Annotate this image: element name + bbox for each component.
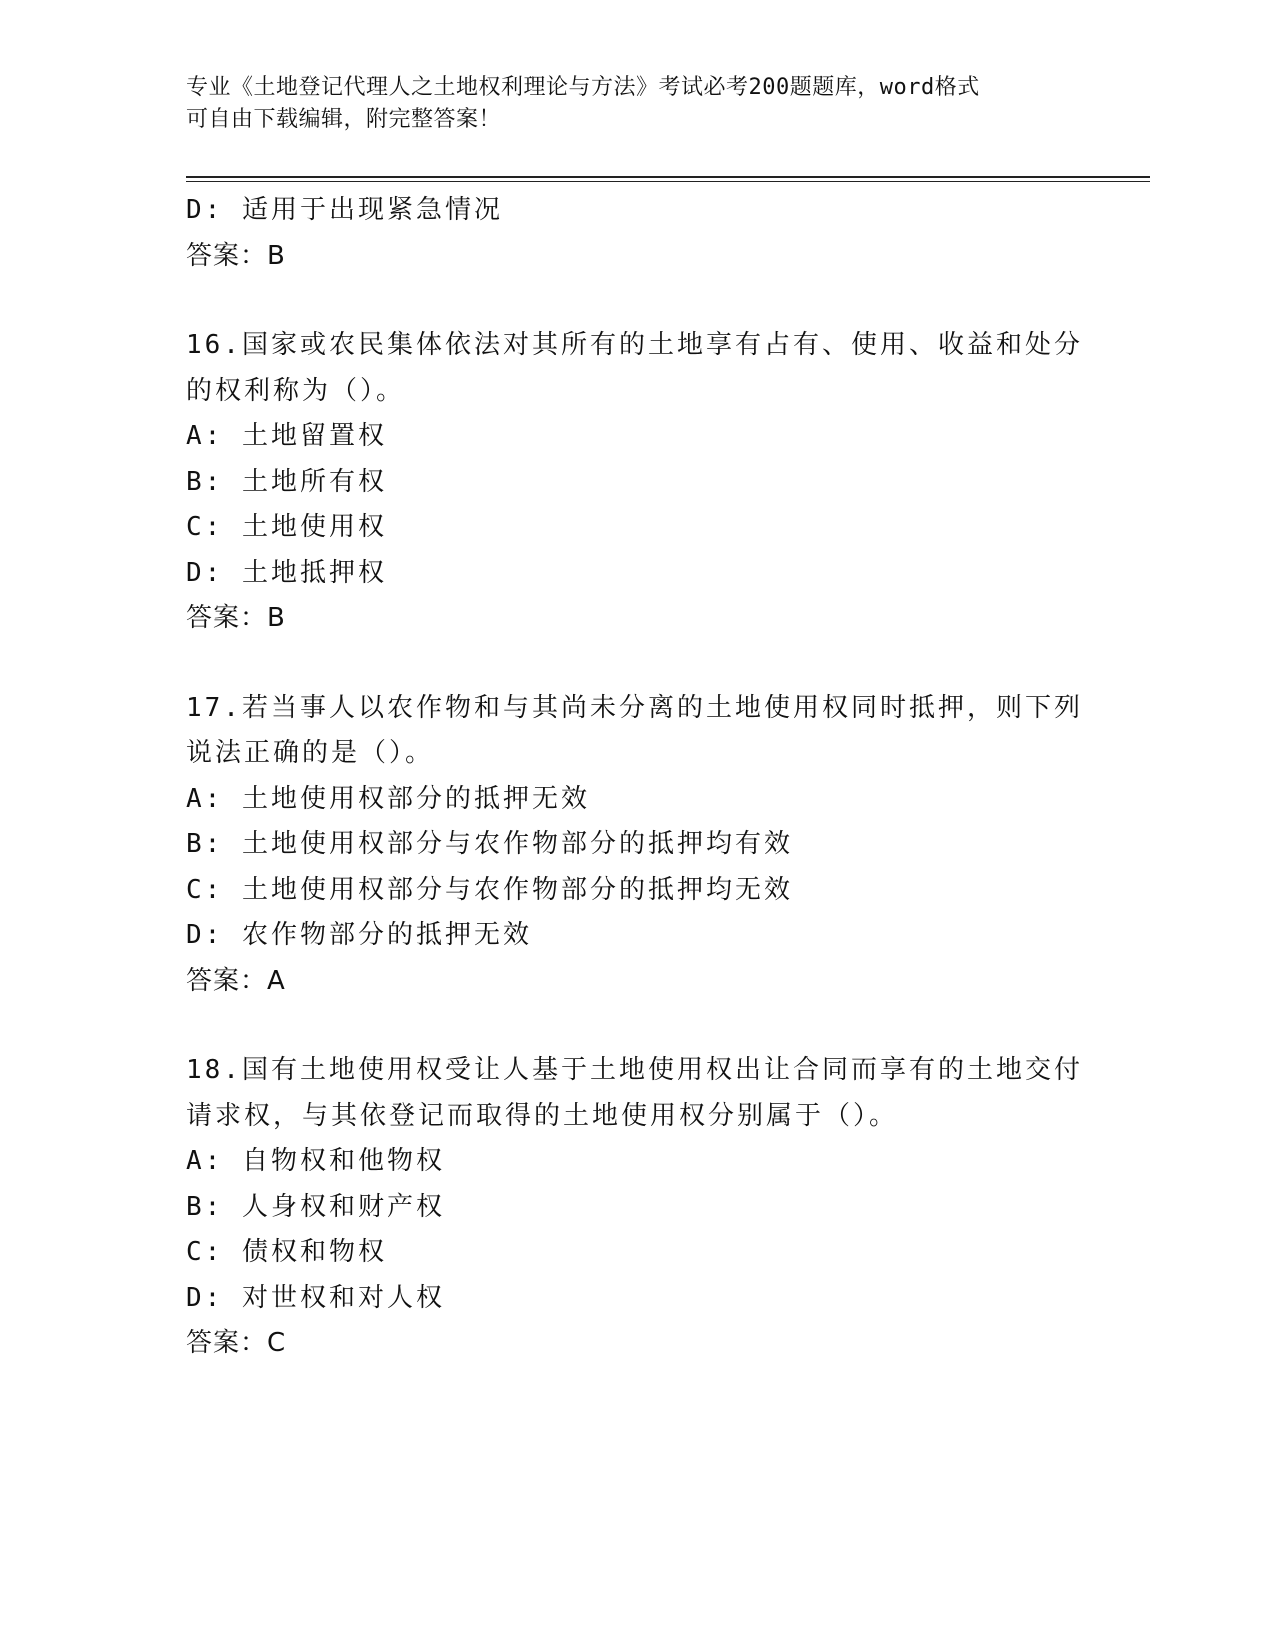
question-18-text-line-1: 18.国有土地使用权受让人基于土地使用权出让合同而享有的土地交付 bbox=[186, 1055, 1083, 1085]
spacer bbox=[186, 642, 1086, 686]
question-18-option-c: C: 债权和物权 bbox=[186, 1237, 387, 1267]
page-header bbox=[186, 72, 1066, 136]
question-17-option-a: A: 土地使用权部分的抵押无效 bbox=[186, 783, 590, 814]
header-title-line-1: 专业《土地登记代理人之土地权利理论与方法》考试必考200题题库，word格式 bbox=[186, 75, 980, 100]
question-16-option-d: D: 土地抵押权 bbox=[186, 557, 387, 588]
spacer bbox=[186, 1004, 1086, 1048]
question-16-answer: 答案：B bbox=[186, 603, 286, 633]
prev-answer: 答案：B bbox=[186, 240, 286, 271]
question-18-option-d: D: 对世权和对人权 bbox=[186, 1282, 445, 1313]
question-17-text-line-2: 说法正确的是（）。 bbox=[186, 738, 435, 768]
question-16-text-line-2: 的权利称为（）。 bbox=[186, 375, 406, 406]
question-16 bbox=[186, 323, 1086, 642]
header-title-line-2: 可自由下载编辑，附完整答案！ bbox=[186, 107, 502, 132]
question-17-answer: 答案：A bbox=[186, 965, 286, 996]
question-17-option-b: B: 土地使用权部分与农作物部分的抵押均有效 bbox=[186, 829, 793, 859]
question-list bbox=[186, 188, 1086, 1367]
question-16-text-line-1: 16.国家或农民集体依法对其所有的土地享有占有、使用、收益和处分 bbox=[186, 330, 1083, 360]
question-18-option-a: A: 自物权和他物权 bbox=[186, 1146, 445, 1176]
question-17 bbox=[186, 686, 1086, 1005]
question-18-text-line-2: 请求权，与其依登记而取得的土地使用权分别属于（）。 bbox=[186, 1100, 899, 1131]
header-divider bbox=[186, 176, 1150, 182]
question-16-option-c: C: 土地使用权 bbox=[186, 512, 387, 542]
question-17-option-d: D: 农作物部分的抵押无效 bbox=[186, 920, 532, 950]
question-18-option-b: B: 人身权和财产权 bbox=[186, 1191, 445, 1222]
question-18 bbox=[186, 1048, 1086, 1367]
question-16-option-b: B: 土地所有权 bbox=[186, 466, 387, 497]
question-16-option-a: A: 土地留置权 bbox=[186, 421, 387, 451]
prev-option-d: D: 适用于出现紧急情况 bbox=[186, 195, 503, 225]
question-18-answer: 答案：C bbox=[186, 1328, 287, 1358]
question-17-option-c: C: 土地使用权部分与农作物部分的抵押均无效 bbox=[186, 874, 793, 905]
spacer bbox=[186, 279, 1086, 323]
question-17-text-line-1: 17.若当事人以农作物和与其尚未分离的土地使用权同时抵押，则下列 bbox=[186, 692, 1083, 723]
